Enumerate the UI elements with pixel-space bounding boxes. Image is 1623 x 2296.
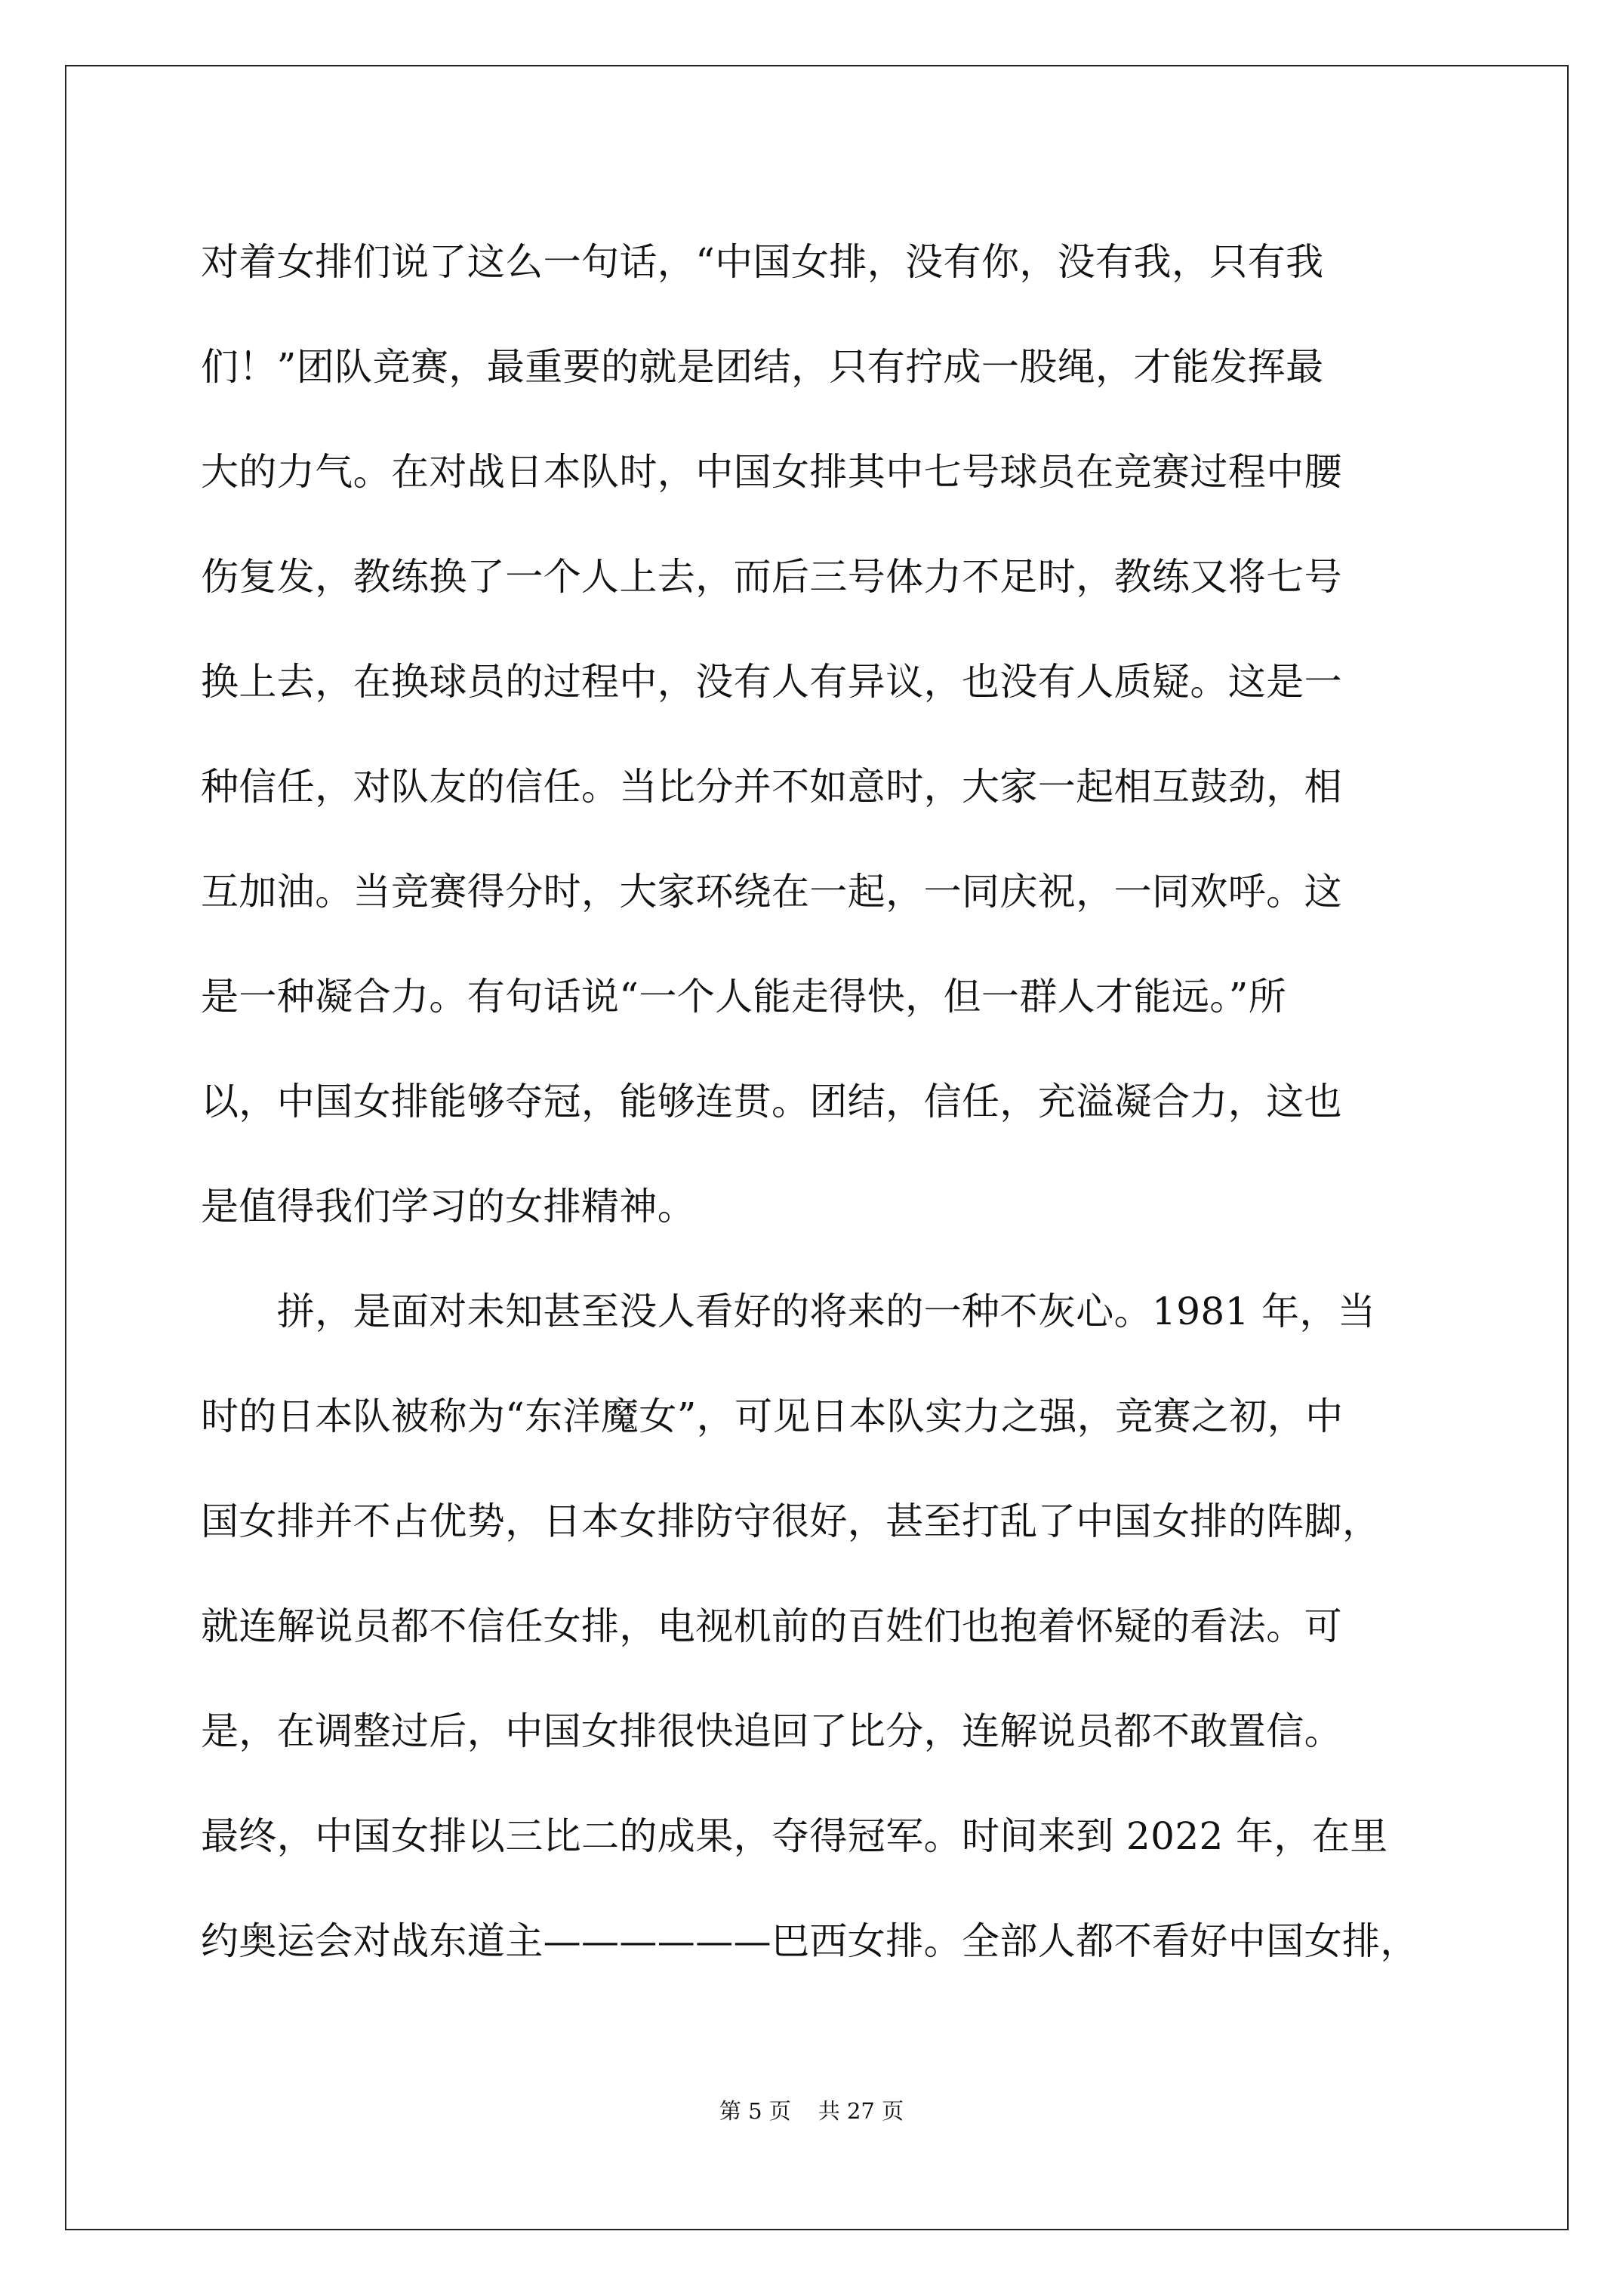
text-line: 最终，中国女排以三比二的成果，夺得冠军。时间来到 2022 年，在里 <box>201 1814 1388 1858</box>
text-line: 约奥运会对战东道主——————巴西女排。全部人都不看好中国女排， <box>201 1919 1418 1963</box>
total-pages: 共 27 页 <box>818 2098 904 2124</box>
page-footer <box>0 2096 1623 2126</box>
paragraph-start-line: 拼，是面对未知甚至没人看好的将来的一种不灰心。1981 年，当 <box>201 1290 1376 1333</box>
text-line: 时的日本队被称为“东洋魔女”，可见日本队实力之强，竞赛之初，中 <box>201 1395 1344 1438</box>
text-line: 种信任，对队友的信任。当比分并不如意时，大家一起相互鼓劲，相 <box>201 765 1342 809</box>
text-line: 以，中国女排能够夺冠，能够连贯。团结，信任，充溢凝合力，这也 <box>201 1080 1342 1123</box>
text-line: 是，在调整过后，中国女排很快追回了比分，连解说员都不敢置信。 <box>201 1709 1342 1753</box>
text-line: 们！”团队竞赛，最重要的就是团结，只有拧成一股绳，才能发挥最 <box>201 345 1324 389</box>
document-body <box>201 210 1439 1994</box>
text-line: 国女排并不占优势，日本女排防守很好，甚至打乱了中国女排的阵脚， <box>201 1499 1381 1543</box>
text-line: 互加油。当竞赛得分时，大家环绕在一起，一同庆祝，一同欢呼。这 <box>201 870 1342 914</box>
text-line: 就连解说员都不信任女排，电视机前的百姓们也抱着怀疑的看法。可 <box>201 1604 1342 1648</box>
text-line: 是值得我们学习的女排精神。 <box>201 1185 696 1228</box>
text-line: 换上去，在换球员的过程中，没有人有异议，也没有人质疑。这是一 <box>201 660 1342 704</box>
text-line: 对着女排们说了这么一句话，“中国女排，没有你，没有我，只有我 <box>201 240 1324 284</box>
text-line: 大的力气。在对战日本队时，中国女排其中七号球员在竞赛过程中腰 <box>201 450 1342 494</box>
text-line: 伤复发，教练换了一个人上去，而后三号体力不足时，教练又将七号 <box>201 555 1342 599</box>
page-number: 第 5 页 <box>719 2098 791 2124</box>
text-line: 是一种凝合力。有句话说“一个人能走得快，但一群人才能远。”所 <box>201 975 1287 1019</box>
